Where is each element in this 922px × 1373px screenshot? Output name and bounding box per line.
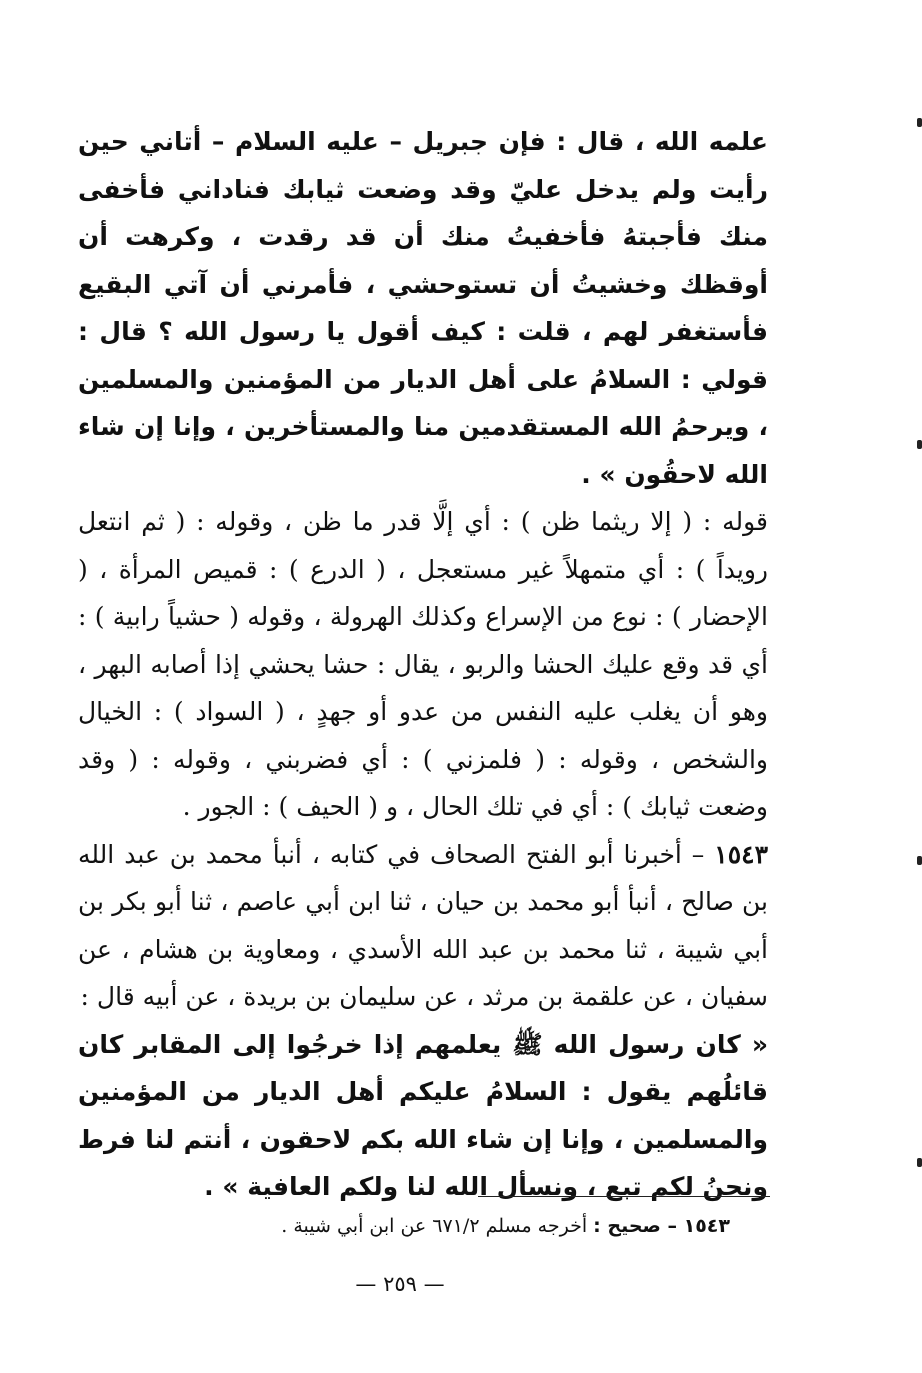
- page-number: — ٢٥٩ —: [355, 1272, 445, 1296]
- footnote-divider: [478, 1196, 770, 1197]
- hadith-number: ١٥٤٣: [714, 839, 768, 869]
- footnote-text: أخرجه مسلم ٦٧١/٢ عن ابن أبي شيبة .: [281, 1215, 594, 1237]
- footnote: [200, 1212, 730, 1240]
- paragraph-word-explanations: قوله : ( إلا ريثما ظن ) : أي إلَّا قدر ما ظن ، وقوله : ( ثم انتعل رويداً ) : أي متمهلاً غير مستعجل ، ( الدرع ) : قميص المرأة ، ( الإحضار ) : نوع من الإسراع وكذلك الهرولة ، وقوله ( حشياً رابية ) : أي قد وقع عليك الحشا والربو ، يقال : حشا يحشي إذا أصابه البهر ، وهو أن يغلب عليه النفس من عدو أو جهدٍ ، ( السواد ) : الخيال والشخص ، وقوله : ( فلمزني ) : أي فضربني ، وقوله : ( وقد وضعت ثيابك ) : أي في تلك الحال ، و ( الحيف ) : الجور .: [78, 507, 768, 821]
- paragraph-hadith-continuation: علمه الله ، قال : فإن جبريل – عليه السلام – أتاني حين رأيت ولم يدخل عليّ وقد وضعت ثيابك فناداني فأخفى منك فأجبتهُ فأخفيتُ منك أن قد رقدت ، وكرهت أن أوقظك وخشيتُ أن تستوحشي ، فأمرني أن آتي البقيع فأستغفر لهم ، قلت : كيف أقول يا رسول الله ؟ قال : قولي : السلامُ على أهل الديار من المؤمنين والمسلمين ، ويرحمُ الله المستقدمين منا والمستأخرين ، وإنا إن شاء الله لاحقُون » .: [78, 127, 768, 489]
- footnote-grade: – صحيح :: [593, 1215, 684, 1237]
- margin-mark: [917, 856, 922, 865]
- isnad-text: – أخبرنا أبو الفتح الصحاف في كتابه ، أنبأ محمد بن عبد الله بن صالح ، أنبأ أبو محمد بن حيان ، ثنا ابن أبي عاصم ، ثنا أبو بكر بن أبي شيبة ، ثنا محمد بن عبد الله الأسدي ، ومعاوية بن هشام ، عن سفيان ، عن علقمة بن مرثد ، عن سليمان بن بريدة ، عن أبيه قال :: [78, 839, 768, 1011]
- page-body: [78, 118, 768, 1211]
- paragraph-hadith-text: « كان رسول الله ﷺ يعلمهم إذا خرجُوا إلى المقابر كان قائلُهم يقول : السلامُ عليكم أهل الديار من المؤمنين والمسلمين ، وإنا إن شاء الله بكم لاحقون ، أنتم لنا فرط ونحنُ لكم تبع ، ونسأل الله لنا ولكم العافية » .: [78, 1029, 768, 1201]
- footnote-number: ١٥٤٣: [683, 1215, 730, 1237]
- margin-mark: [917, 118, 922, 127]
- margin-mark: [917, 440, 922, 449]
- margin-mark: [917, 1158, 922, 1167]
- paragraph-isnad: [78, 831, 768, 1021]
